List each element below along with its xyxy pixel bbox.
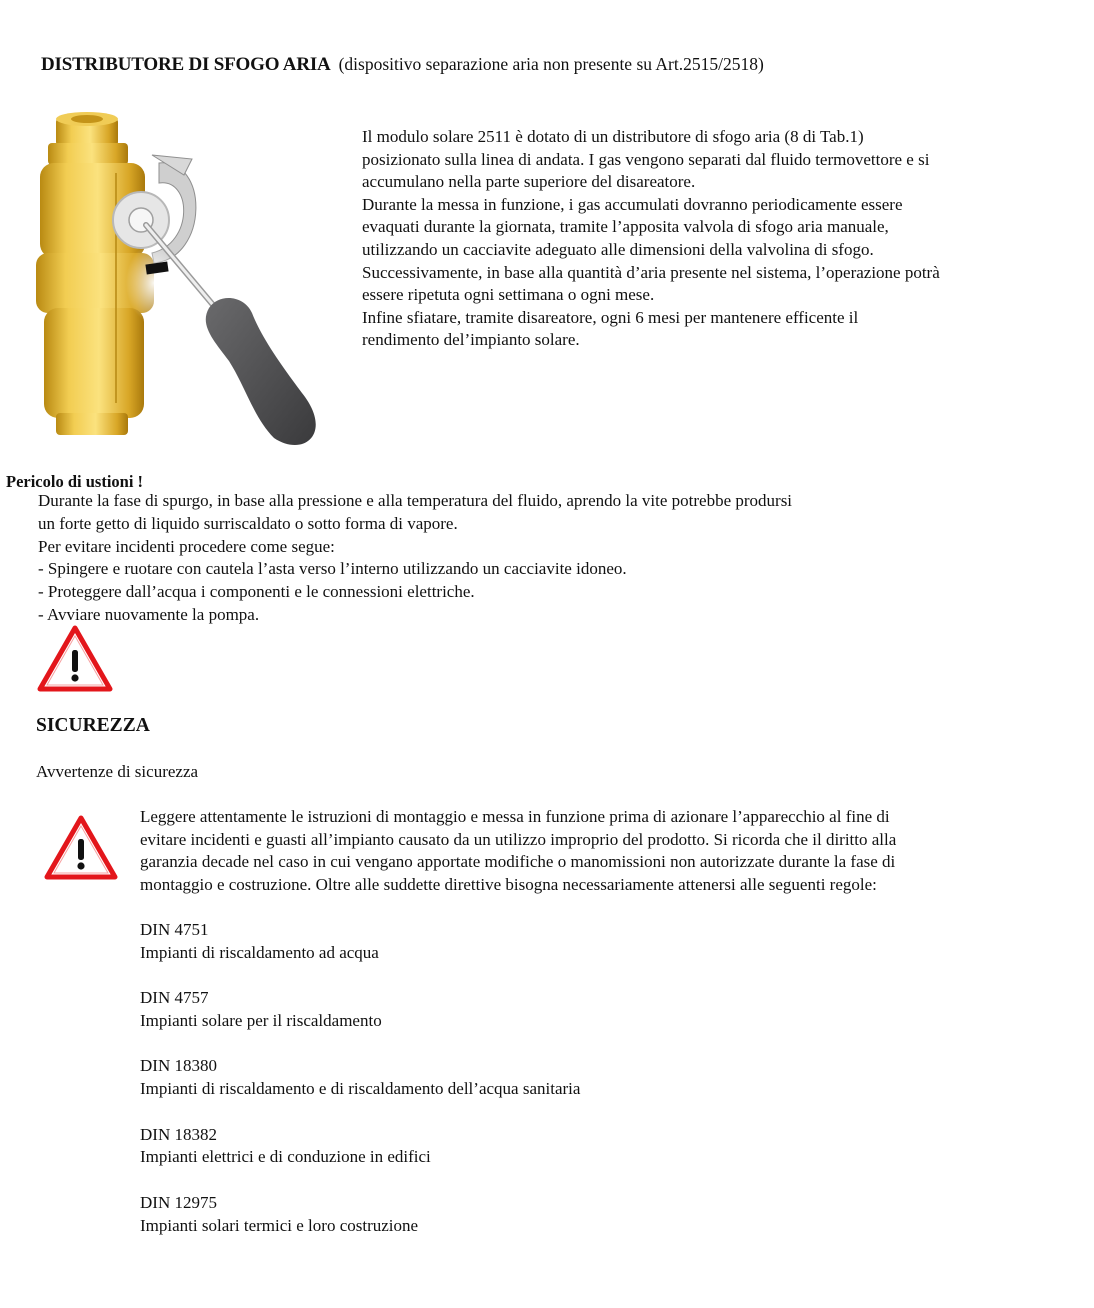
screwdriver-handle (206, 298, 316, 445)
section-title-main: DISTRIBUTORE DI SFOGO ARIA (41, 54, 331, 75)
intro-line: essere ripetuta ogni settimana o ogni mese. (362, 285, 655, 305)
standard-description: Impianti di riscaldamento e di riscaldamento dell’acqua sanitaria (140, 1079, 581, 1099)
warning-step: - Avviare nuovamente la pompa. (38, 604, 260, 624)
intro-line: Infine sfiatare, tramite disareatore, ogni 6 mesi per mantenere efficente il (362, 307, 859, 327)
burn-warning-body (38, 490, 792, 627)
standard-item (140, 1192, 580, 1238)
standard-code: DIN 18382 (140, 1124, 217, 1144)
warning-line: Per evitare incidenti procedere come segue: (38, 536, 335, 556)
warning-line: un forte getto di liquido surriscaldato o sotto forma di vapore. (38, 513, 458, 533)
standard-code: DIN 12975 (140, 1192, 217, 1212)
warning-step: - Proteggere dall’acqua i componenti e le connessioni elettriche. (38, 582, 475, 602)
intro-line: Successivamente, in base alla quantità d’aria presente nel sistema, l’operazione potrà (362, 262, 940, 282)
safety-line: Leggere attentamente le istruzioni di montaggio e messa in funzione prima di azionare l’apparecchio al fine di (140, 807, 890, 826)
safety-line: garanzia decade nel caso in cui vengano apportate modifiche o manomissioni non autorizzate durante la fase di (140, 852, 896, 872)
intro-line: posizionato sulla linea di andata. I gas vengono separati dal fluido termovettore e si (362, 149, 930, 169)
standard-code: DIN 18380 (140, 1056, 217, 1076)
standard-description: Impianti di riscaldamento ad acqua (140, 942, 379, 962)
section-title-note: (dispositivo separazione aria non presente su Art.2515/2518) (338, 54, 764, 74)
safety-subtitle: Avvertenze di sicurezza (36, 762, 199, 781)
safety-paragraph (140, 806, 1070, 896)
standard-description: Impianti elettrici e di conduzione in edifici (140, 1147, 431, 1167)
warning-step: - Spingere e ruotare con cautela l’asta verso l’interno utilizzando un cacciavite idoneo. (38, 559, 627, 579)
standard-description: Impianti solari termici e loro costruzione (140, 1215, 419, 1235)
intro-line: Durante la messa in funzione, i gas accumulati dovranno periodicamente essere (362, 194, 903, 214)
warning-triangle-icon (44, 815, 118, 881)
standard-code: DIN 4757 (140, 988, 209, 1008)
standard-code: DIN 4751 (140, 920, 209, 939)
intro-line: accumulano nella parte superiore del disareatore. (362, 172, 696, 192)
intro-line: rendimento del’impianto solare. (362, 330, 580, 350)
warning-line: Durante la fase di spurgo, in base alla pressione e alla temperatura del fluido, aprendo la vite potrebbe prodursi (38, 491, 793, 510)
intro-line: utilizzando un cacciavite adeguato alle dimensioni della valvolina di sfogo. (362, 239, 874, 259)
standard-description: Impianti solare per il riscaldamento (140, 1010, 382, 1030)
standard-item (140, 1124, 580, 1170)
burn-warning-heading: Pericolo di ustioni ! (6, 472, 144, 491)
section-title (41, 54, 764, 76)
intro-paragraph (362, 126, 1062, 352)
standard-item (140, 987, 580, 1033)
intro-line: Il modulo solare 2511 è dotato di un distributore di sfogo aria (8 di Tab.1) (362, 127, 864, 146)
air-vent-valve-illustration (34, 103, 344, 458)
standard-item (140, 1055, 580, 1101)
safety-title: SICUREZZA (36, 715, 150, 736)
warning-triangle-icon (37, 625, 113, 693)
standard-item (140, 919, 580, 965)
intro-line: evaquati durante la giornata, tramite l’apposita valvola di sfogo aria manuale, (362, 217, 889, 237)
safety-line: montaggio e costruzione. Oltre alle suddette direttive bisogna necessariamente attenersi alle seguenti regole: (140, 874, 877, 894)
standards-list (140, 919, 580, 1260)
safety-line: evitare incidenti e guasti all’impianto causato da un utilizzo improprio del prodotto. Si ricorda che il diritto alla (140, 829, 897, 849)
